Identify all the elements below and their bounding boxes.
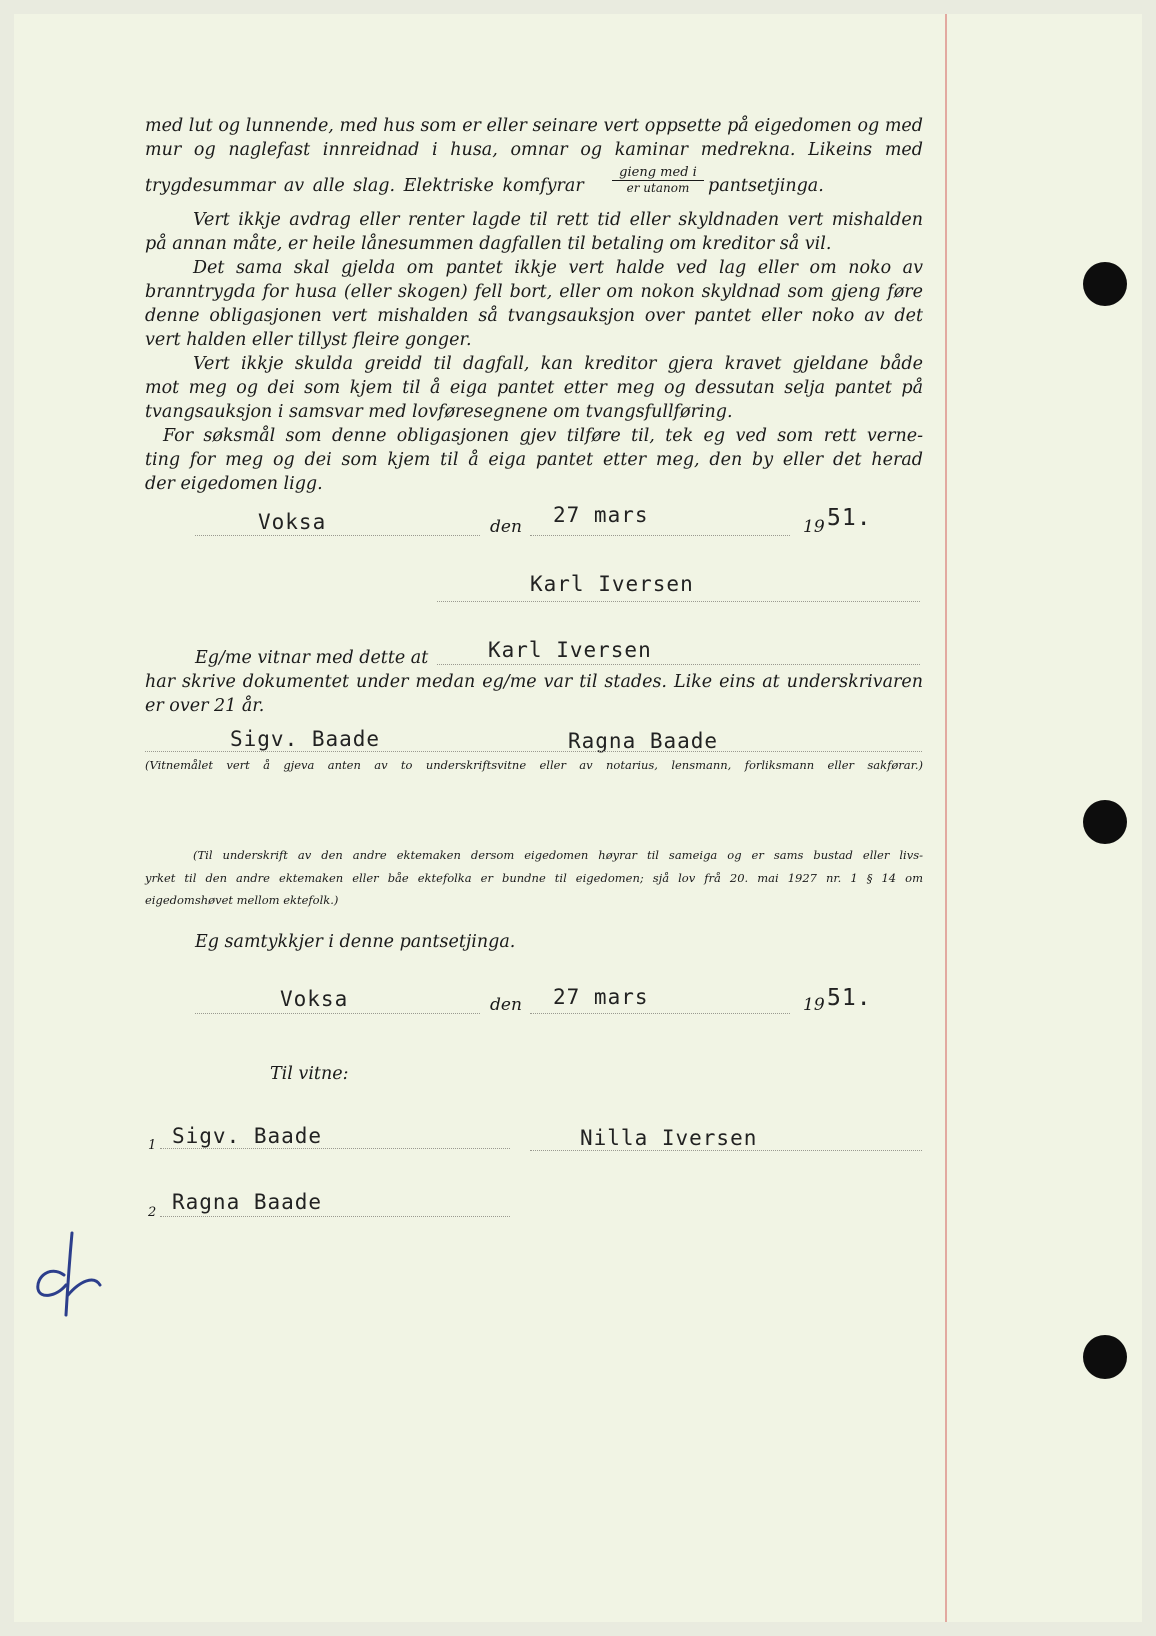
signature-line xyxy=(145,751,922,752)
signature-line xyxy=(437,601,920,602)
spouse-note-line: eigedomshøvet mellom ektefolk.) xyxy=(145,893,339,907)
dotted-line xyxy=(195,535,480,536)
debtor-signature: Karl Iversen xyxy=(530,572,694,596)
final-witness-1: Sigv. Baade xyxy=(172,1124,323,1148)
handwritten-initial-mark xyxy=(28,1225,108,1325)
year-suffix: 51. xyxy=(827,985,872,1011)
signature-line xyxy=(160,1216,510,1217)
punch-hole xyxy=(1083,1335,1127,1379)
witness-number: 2 xyxy=(148,1205,157,1220)
witnessed-name: Karl Iversen xyxy=(488,638,652,662)
punch-hole xyxy=(1083,800,1127,844)
punch-hole xyxy=(1083,262,1127,306)
margin-line xyxy=(945,14,947,1622)
body-line: Vert ikkje avdrag eller renter lagde til rett tid eller skyldnaden vert mishalden xyxy=(193,210,923,230)
dotted-line xyxy=(530,535,790,536)
body-line: denne obligasjonen vert mishalden så tvangsauksjon over pantet eller noko av det xyxy=(145,306,923,326)
body-line: tvangsauksjon i samsvar med lovføresegnene om tvangsfullføring. xyxy=(145,402,733,422)
body-line: med lut og lunnende, med hus som er eller seinare vert oppsette på eigedomen og med xyxy=(145,116,923,136)
til-vitne-label: Til vitne: xyxy=(270,1064,349,1084)
dotted-line xyxy=(437,664,920,665)
dotted-line xyxy=(530,1013,790,1014)
den-label: den xyxy=(490,995,522,1015)
witness-number: 1 xyxy=(148,1138,157,1153)
body-line: trygdesummar av alle slag. Elektriske komfyrar xyxy=(145,176,584,196)
body-line: ting for meg og dei som kjem til å eiga pantet etter meg, den by eller det herad xyxy=(145,450,923,470)
fraction-bottom: er utanom xyxy=(626,181,690,195)
den-label: den xyxy=(490,517,522,537)
witness-statement-prefix: Eg/me vitnar med dette at xyxy=(195,648,429,668)
place-field: Voksa xyxy=(280,987,349,1011)
dotted-line xyxy=(195,1013,480,1014)
fraction-top: gieng med i xyxy=(612,165,704,181)
year-prefix: 19 xyxy=(803,995,825,1015)
body-line: på annan måte, er heile lånesummen dagfallen til betaling om kreditor så vil. xyxy=(145,234,832,254)
date-field: 27 mars xyxy=(553,985,649,1009)
body-line: branntrygda for husa (eller skogen) fell bort, eller om nokon skyldnad som gjeng føre xyxy=(145,282,923,302)
body-line: mot meg og dei som kjem til å eiga pantet etter meg og dessutan selja pantet på xyxy=(145,378,923,398)
body-line: vert halden eller tillyst fleire gonger. xyxy=(145,330,472,350)
body-line: der eigedomen ligg. xyxy=(145,474,323,494)
witness-statement-line: har skrive dokumentet under medan eg/me var til stades. Like eins at underskrivaren xyxy=(145,672,923,692)
signature-line xyxy=(160,1148,510,1149)
body-line: For søksmål som denne obligasjonen gjev tilføre til, tek eg ved som rett verne- xyxy=(163,426,923,446)
body-line: Det sama skal gjelda om pantet ikkje vert halde ved lag eller om noko av xyxy=(193,258,923,278)
year-prefix: 19 xyxy=(803,517,825,537)
body-line: mur og naglefast innreidnad i husa, omnar og kaminar medrekna. Likeins med xyxy=(145,140,923,160)
spouse-note-line: (Til underskrift av den andre ektemaken dersom eigedomen høyrar til sameiga og er sams bustad eller livs- xyxy=(193,848,923,862)
witness-note: (Vitnemålet vert å gjeva anten av to underskriftsvitne eller av notarius, lensmann, forliksmann eller sakførar.) xyxy=(145,758,923,772)
place-field: Voksa xyxy=(258,510,327,534)
witness-statement-line: er over 21 år. xyxy=(145,696,265,716)
spouse-signature: Nilla Iversen xyxy=(580,1126,758,1150)
witness-signature-2: Ragna Baade xyxy=(568,729,719,753)
body-line: pantsetjinga. xyxy=(708,176,824,196)
final-witness-2: Ragna Baade xyxy=(172,1190,323,1214)
date-field: 27 mars xyxy=(553,503,649,527)
fraction-choice xyxy=(612,165,704,195)
witness-signature-1: Sigv. Baade xyxy=(230,727,381,751)
consent-text: Eg samtykkjer i denne pantsetjinga. xyxy=(195,932,516,952)
spouse-note-line: yrket til den andre ektemaken eller båe ektefolka er bundne til eigedomen; sjå lov frå 20. mai 1927 nr. 1 § 14 om xyxy=(145,871,923,885)
year-suffix: 51. xyxy=(827,505,872,531)
signature-line xyxy=(530,1150,922,1151)
body-line: Vert ikkje skulda greidd til dagfall, kan kreditor gjera kravet gjeldane både xyxy=(193,354,923,374)
